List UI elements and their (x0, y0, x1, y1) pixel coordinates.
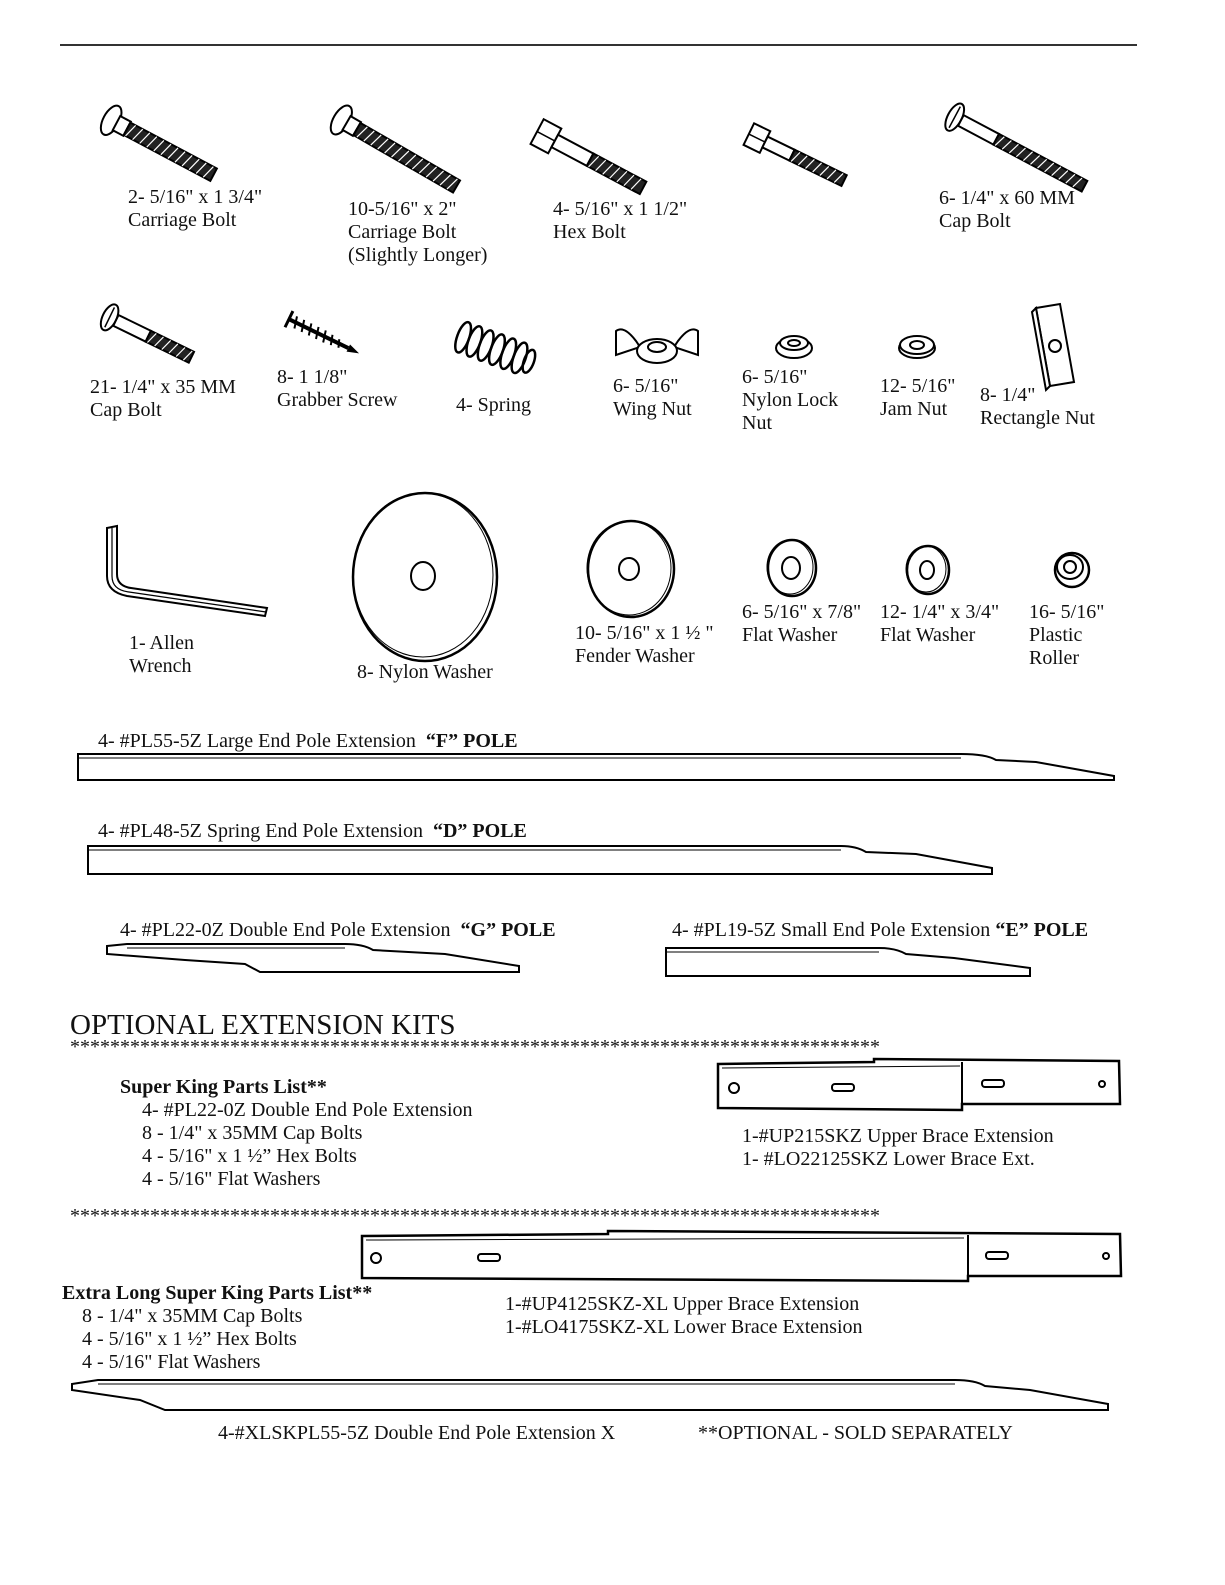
caption-tag: “D” POLE (432, 820, 527, 842)
allen-wrench-icon (103, 522, 273, 617)
text: Nut (742, 412, 772, 434)
extra-long-parts-list (62, 1282, 372, 1374)
x-pole-drawing (70, 1376, 1112, 1414)
text: Rectangle Nut (980, 407, 1095, 429)
text: 21- 1/4" x 35 MM (90, 376, 236, 398)
list-item: 4- #PL22-0Z Double End Pole Extension (142, 1099, 473, 1121)
caption-text: 4- #PL48-5Z Spring End Pole Extension (98, 820, 423, 842)
text: 8- 1/4" (980, 384, 1036, 406)
text: 2- 5/16" x 1 3/4" (128, 186, 263, 208)
text: 10- 5/16" x 1 ½ " (575, 622, 714, 644)
text: 8- 1 1/8" (277, 366, 348, 388)
text: Hex Bolt (553, 221, 626, 243)
text: Fender Washer (575, 645, 695, 667)
optional-kits-heading: OPTIONAL EXTENSION KITS (70, 1009, 456, 1041)
flat-washer-7-8-icon (765, 537, 820, 599)
fender-washer-icon (585, 518, 677, 620)
list-item: 1-#UP215SKZ Upper Brace Extension (742, 1125, 1054, 1147)
label-plastic-roller (1029, 601, 1104, 670)
list-item: 8 - 1/4" x 35MM Cap Bolts (82, 1305, 303, 1327)
caption-tag: “G” POLE (460, 919, 556, 941)
text: Cap Bolt (939, 210, 1011, 232)
f-pole-drawing (76, 750, 1118, 786)
flat-washer-3-4-icon (903, 542, 953, 597)
text: Wrench (129, 655, 192, 677)
list-title: Extra Long Super King Parts List** (62, 1282, 373, 1304)
text: 4- Spring (456, 394, 531, 416)
super-king-brace-drawing (714, 1056, 1124, 1116)
label-jam-nut (880, 375, 955, 421)
top-rule (60, 44, 1137, 46)
list-item: 1- #LO22125SKZ Lower Brace Ext. (742, 1148, 1035, 1170)
text: 6- 5/16" (613, 375, 679, 397)
nylon-lock-nut-icon (772, 332, 816, 360)
text: Flat Washer (880, 624, 976, 646)
label-nylon-washer (357, 661, 493, 684)
rectangle-nut-icon (1030, 302, 1080, 390)
text: 4- 5/16" x 1 1/2" (553, 198, 688, 220)
list-item: 4 - 5/16" Flat Washers (142, 1168, 321, 1190)
list-item: 4 - 5/16" x 1 ½” Hex Bolts (82, 1328, 297, 1350)
text: 16- 5/16" (1029, 601, 1105, 623)
text: Jam Nut (880, 398, 948, 420)
hex-bolt-icon (533, 120, 668, 200)
cap-bolt-60mm-icon (945, 100, 1110, 190)
caption-tag: “F” POLE (425, 730, 518, 752)
caption-d-pole (98, 820, 527, 843)
list-title: Super King Parts List** (120, 1076, 327, 1098)
grabber-screw-icon (285, 310, 370, 365)
text: 12- 5/16" (880, 375, 956, 397)
super-king-brace-list (742, 1125, 1054, 1171)
super-king-parts-list (120, 1076, 473, 1191)
text: Grabber Screw (277, 389, 398, 411)
label-hex-bolt (553, 198, 687, 244)
d-pole-drawing (86, 842, 996, 878)
text: Plastic (1029, 624, 1083, 646)
label-carriage-bolt-long (348, 198, 487, 267)
e-pole-drawing (664, 944, 1034, 980)
carriage-bolt-small-icon (100, 105, 235, 185)
extra-long-brace-drawing (358, 1228, 1126, 1284)
wing-nut-icon (612, 325, 702, 370)
optional-note: **OPTIONAL - SOLD SEPARATELY (698, 1422, 1013, 1444)
text: 1- Allen (129, 632, 194, 654)
label-carriage-bolt-short (128, 186, 262, 232)
text: 6- 5/16" (742, 366, 808, 388)
nylon-washer-icon (350, 490, 502, 665)
list-item: 4 - 5/16" x 1 ½” Hex Bolts (142, 1145, 357, 1167)
stars-divider-1: ********************************************************************************* (70, 1036, 880, 1058)
carriage-bolt-long-icon (330, 105, 480, 195)
hex-bolt-small-icon (745, 122, 865, 192)
text: 10-5/16" x 2" (348, 198, 457, 220)
list-item: 8 - 1/4" x 35MM Cap Bolts (142, 1122, 363, 1144)
text: (Slightly Longer) (348, 244, 488, 266)
list-item: 1-#UP4125SKZ-XL Upper Brace Extension (505, 1293, 860, 1315)
plastic-roller-icon (1050, 548, 1094, 590)
text: Flat Washer (742, 624, 838, 646)
label-rectangle-nut (980, 384, 1095, 430)
g-pole-drawing (105, 940, 523, 976)
list-item: 4 - 5/16" Flat Washers (82, 1351, 261, 1373)
text: 8- Nylon Washer (357, 661, 493, 683)
text: Carriage Bolt (348, 221, 457, 243)
text: 6- 5/16" x 7/8" (742, 601, 862, 623)
text: Wing Nut (613, 398, 692, 420)
caption-text: 4- #PL55-5Z Large End Pole Extension (98, 730, 416, 752)
text: 12- 1/4" x 3/4" (880, 601, 1000, 623)
caption-g-pole (120, 919, 556, 942)
caption-e-pole (672, 919, 1088, 942)
label-nylon-lock-nut (742, 366, 838, 435)
caption-tag: “E” POLE (995, 919, 1089, 941)
caption-text: 4- #PL19-5Z Small End Pole Extension (672, 919, 991, 941)
label-fender-washer (575, 622, 714, 668)
label-cap-bolt-60mm (939, 187, 1075, 233)
cap-bolt-35mm-icon (100, 302, 210, 367)
label-cap-bolt-35mm (90, 376, 236, 422)
caption-text: 4- #PL22-0Z Double End Pole Extension (120, 919, 451, 941)
label-flat-washer-3-4 (880, 601, 999, 647)
label-spring (456, 394, 531, 417)
text: Carriage Bolt (128, 209, 237, 231)
label-grabber-screw (277, 366, 398, 412)
label-flat-washer-7-8 (742, 601, 861, 647)
jam-nut-icon (895, 333, 939, 361)
extra-long-brace-list (505, 1293, 863, 1339)
text: Cap Bolt (90, 399, 162, 421)
text: Nylon Lock (742, 389, 839, 411)
spring-icon (455, 318, 550, 383)
stars-divider-2: ********************************************************************************* (70, 1205, 880, 1227)
text: Roller (1029, 647, 1079, 669)
label-wing-nut (613, 375, 692, 421)
list-item: 1-#LO4175SKZ-XL Lower Brace Extension (505, 1316, 863, 1338)
text: 6- 1/4" x 60 MM (939, 187, 1075, 209)
caption-x-pole: 4-#XLSKPL55-5Z Double End Pole Extension X (218, 1422, 616, 1444)
label-allen-wrench (129, 632, 194, 678)
